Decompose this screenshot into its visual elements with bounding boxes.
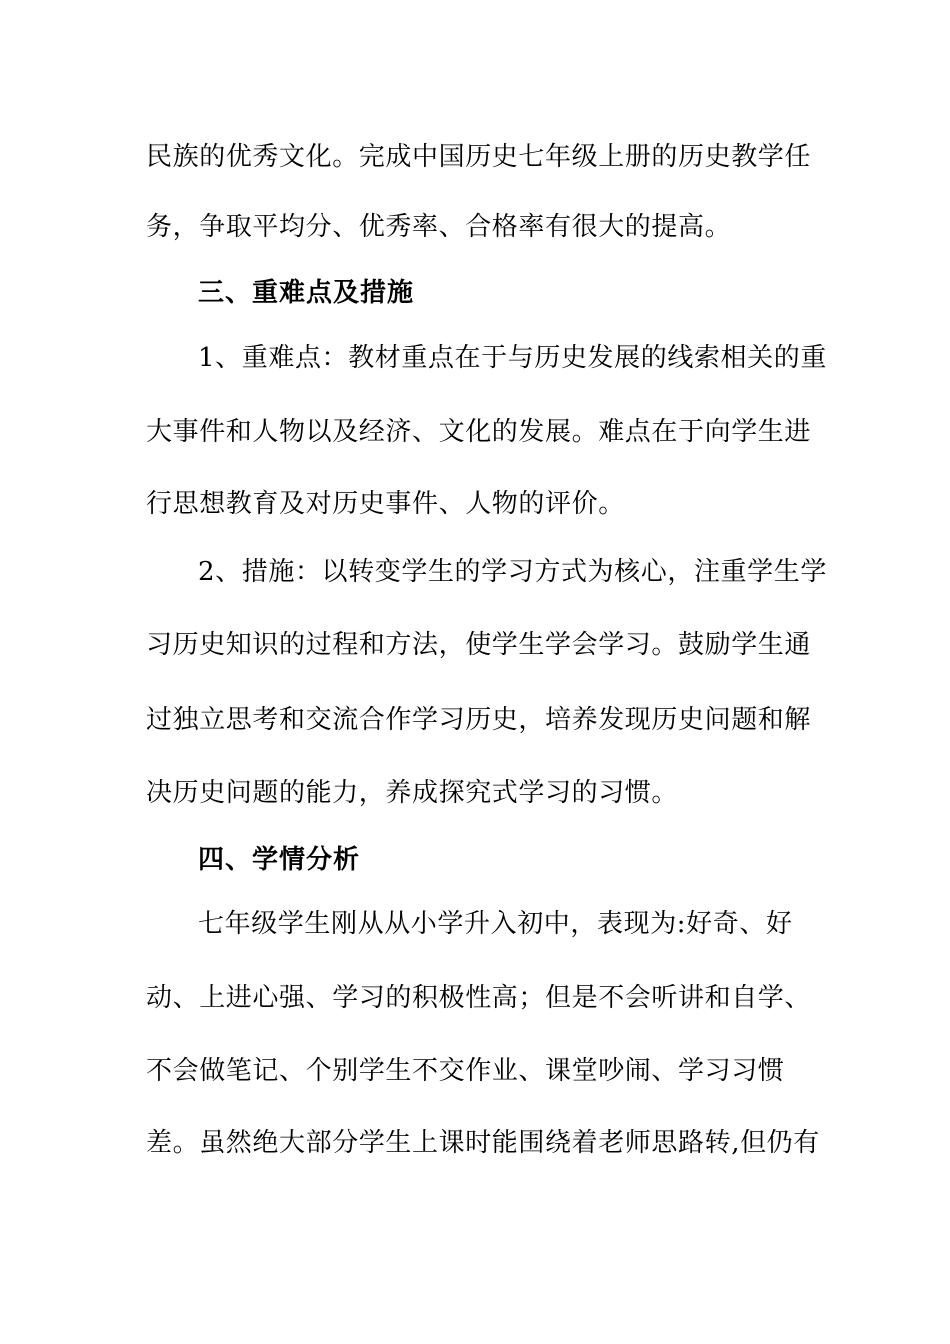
paragraph-line: 民族的优秀文化。完成中国历史七年级上册的历史教学任 [146, 142, 812, 172]
paragraph-line: 决历史问题的能力，养成探究式学习的习惯。 [146, 778, 679, 808]
paragraph-line: 动、上进心强、学习的积极性高；但是不会听讲和自学、 [146, 983, 812, 1013]
paragraph-line: 行思想教育及对历史事件、人物的评价。 [146, 489, 625, 519]
paragraph-line: 2、措施：以转变学生的学习方式为核心，注重学生学 [198, 557, 827, 587]
section-heading: 四、学情分析 [198, 845, 361, 875]
section-heading: 三、重难点及措施 [198, 278, 415, 308]
paragraph-line: 习历史知识的过程和方法，使学生学会学习。鼓励学生通 [146, 630, 812, 660]
paragraph-line: 务，争取平均分、优秀率、合格率有很大的提高。 [146, 212, 732, 242]
paragraph-line: 大事件和人物以及经济、文化的发展。难点在于向学生进 [146, 417, 812, 447]
paragraph-line: 过独立思考和交流合作学习历史，培养发现历史问题和解 [146, 705, 812, 735]
paragraph-line: 差。虽然绝大部分学生上课时能围绕着老师思路转,但仍有 [146, 1128, 820, 1158]
paragraph-line: 七年级学生刚从从小学升入初中，表现为:好奇、好 [198, 909, 793, 939]
paragraph-line: 不会做笔记、个别学生不交作业、课堂吵闹、学习习惯 [146, 1056, 785, 1086]
paragraph-line: 1、重难点：教材重点在于与历史发展的线索相关的重 [198, 343, 827, 373]
